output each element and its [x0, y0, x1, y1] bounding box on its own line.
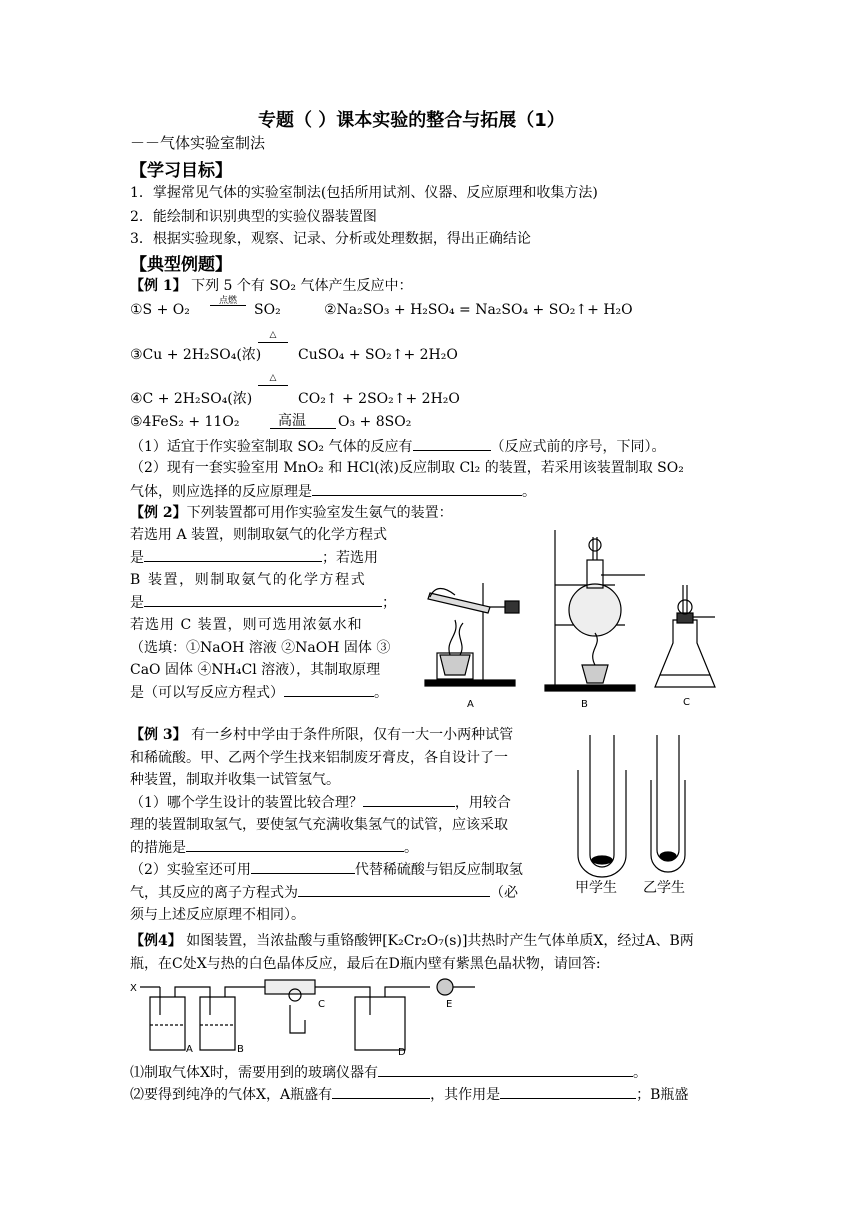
answer-blank[interactable]	[144, 592, 382, 607]
ex2-line: ；	[382, 594, 396, 611]
ex4-line: 瓶，在C处X与热的白色晶体反应，最后在D瓶内壁有紫黑色晶状物，请回答:	[130, 956, 601, 972]
goal-item: 1．掌握常见气体的实验室制法(包括所用试剂、仪器、反应原理和收集方法)	[130, 185, 598, 201]
figure-label: D	[398, 1047, 406, 1058]
figure-label: B	[237, 1044, 244, 1055]
examples-heading: 【典型例题】	[130, 255, 232, 275]
ex3-line: 的措施是	[130, 839, 186, 856]
reaction-5-right: O₃ + 8SO₂	[338, 414, 412, 430]
answer-blank[interactable]	[312, 481, 522, 496]
ex3-line: ，用较合	[454, 794, 511, 811]
ex2-line: 若选用 A 装置，则制取氨气的化学方程式	[130, 527, 388, 543]
reaction-1-condition: 点燃	[218, 296, 237, 306]
goal-item: 3．根据实验现象，观察、记录、分析或处理数据，得出正确结论	[130, 231, 531, 247]
ex4-q2-tail: ；B瓶盛	[636, 1087, 689, 1103]
page-subtitle: －－气体实验室制法	[130, 134, 266, 152]
ex2-line: （选填：①NaOH 溶液 ②NaOH 固体 ③	[130, 639, 391, 656]
ex3-line: （1）哪个学生设计的装置比较合理？	[130, 794, 363, 811]
reaction-3-right: CuSO₄ + SO₂↑+ 2H₂O	[298, 347, 458, 363]
figure-label: A	[467, 699, 474, 710]
reaction-arrow	[258, 385, 288, 386]
halogen-apparatus-figure	[130, 975, 480, 1057]
ex2-line: 是	[130, 594, 144, 611]
answer-blank[interactable]	[298, 882, 490, 897]
ex4-q1-text: ⑴制取气体X时，需要用到的玻璃仪器有	[130, 1065, 378, 1081]
ex1-q1-text: （1）适宜于作实验室制取 SO₂ 气体的反应有	[130, 439, 413, 455]
ex2-intro: 下列装置都可用作实验室发生氨气的装置：	[186, 505, 453, 521]
figure-label: B	[581, 699, 588, 710]
figure-label: C	[318, 999, 325, 1010]
ex3-line: 气，其反应的离子方程式为	[130, 884, 298, 901]
reaction-4-right: CO₂↑ + 2SO₂↑+ 2H₂O	[298, 391, 460, 407]
ex4-tag: 【例4】	[130, 933, 182, 949]
ex2-line: 是	[130, 549, 144, 566]
answer-blank[interactable]	[378, 1062, 633, 1077]
ex3-line: 理的装置制取氢气，要使氢气充满收集氢气的试管，应该采取	[130, 817, 508, 833]
reaction-arrow	[210, 305, 246, 306]
answer-blank[interactable]	[500, 1084, 636, 1099]
figure-label: C	[683, 697, 690, 708]
ex2-line: 若选用 C 装置，则可选用浓氨水和	[130, 617, 363, 633]
ex1-intro: 下列 5 个有 SO₂ 气体产生反应中：	[191, 278, 413, 294]
ex2-tag: 【例 2】	[130, 505, 187, 521]
answer-blank[interactable]	[144, 547, 322, 562]
ex1-q2-text: （2）现有一套实验室用 MnO₂ 和 HCl(浓)反应制取 Cl₂ 的装置，若采用该装置制取 SO₂	[130, 460, 684, 476]
reaction-1-right: SO₂	[254, 302, 281, 318]
ex3-tag: 【例 3】	[130, 727, 187, 743]
reaction-4-left: ④C + 2H₂SO₄(浓)	[130, 391, 253, 407]
answer-blank[interactable]	[363, 792, 455, 807]
figure-label: 乙学生	[643, 880, 685, 896]
reaction-3-condition: △	[269, 330, 277, 340]
ex4-line: 如图装置，当浓盐酸与重铬酸钾[K₂Cr₂O₇(s)]共热时产生气体单质X，经过A、B两	[186, 933, 694, 949]
answer-blank[interactable]	[413, 436, 491, 451]
ex2-line: CaO 固体 ④NH₄Cl 溶液），其制取原理	[130, 662, 381, 678]
figure-label: A	[186, 1044, 193, 1055]
figure-label: E	[446, 999, 453, 1010]
goals-heading: 【学习目标】	[130, 161, 232, 181]
ammonia-apparatus-figure	[415, 525, 715, 710]
figure-label: 甲学生	[575, 880, 617, 896]
ex1-tag: 【例 1】	[130, 278, 187, 294]
reaction-3-left: ③Cu + 2H₂SO₄(浓)	[130, 347, 262, 363]
page-title: 专题（ ）课本实验的整合与拓展（1）	[258, 110, 565, 131]
ex3-line: 和稀硫酸。甲、乙两个学生找来铝制废牙膏皮，各自设计了一	[130, 749, 508, 766]
ex2-line: B 装置，则制取氨气的化学方程式	[130, 572, 367, 588]
ex3-line: 。	[404, 839, 418, 856]
reaction-5-condition: 高温	[278, 413, 306, 429]
ex2-line: 是（可以写反应方程式）	[130, 684, 284, 701]
answer-blank[interactable]	[251, 859, 355, 874]
answer-blank[interactable]	[332, 1084, 430, 1099]
answer-blank[interactable]	[186, 837, 404, 852]
figure-label: X	[130, 983, 137, 994]
ex4-q2-text: ⑵要得到纯净的气体X，A瓶盛有	[130, 1087, 333, 1103]
ex1-q2-text-2: 气体，则应选择的反应原理是	[130, 484, 312, 500]
reaction-arrow	[270, 428, 336, 429]
ex1-q2-tail: 。	[522, 484, 536, 500]
reaction-4-condition: △	[269, 373, 277, 383]
answer-blank[interactable]	[284, 682, 374, 697]
ex4-q2-mid: ，其作用是	[430, 1087, 501, 1103]
ex3-line: 种装置，制取并收集一试管氢气。	[130, 772, 340, 788]
ex3-line: （必	[490, 884, 518, 901]
ex3-line: 代替稀硫酸与铝反应制取氢	[354, 862, 523, 878]
ex3-line: 有一乡村中学由于条件所限，仅有一大一小两种试管	[191, 727, 514, 743]
ex3-line: 须与上述反应原理不相同）。	[130, 907, 305, 923]
ex1-q1-tail: （反应式前的序号，下同）。	[490, 439, 666, 455]
ex3-line: （2）实验室还可用	[130, 862, 251, 878]
ex2-line: 。	[374, 684, 388, 701]
ex4-q1-tail: 。	[632, 1065, 647, 1081]
reaction-5-left: ⑤4FeS₂ + 11O₂	[130, 414, 240, 430]
reaction-2: ②Na₂SO₃ + H₂SO₄ = Na₂SO₄ + SO₂↑+ H₂O	[324, 302, 633, 318]
reaction-arrow	[258, 342, 288, 343]
test-tube-figure	[575, 730, 715, 900]
reaction-1-left: ①S + O₂	[130, 302, 190, 318]
ex2-line: ；若选用	[322, 549, 378, 566]
goal-item: 2．能绘制和识别典型的实验仪器装置图	[130, 209, 377, 225]
